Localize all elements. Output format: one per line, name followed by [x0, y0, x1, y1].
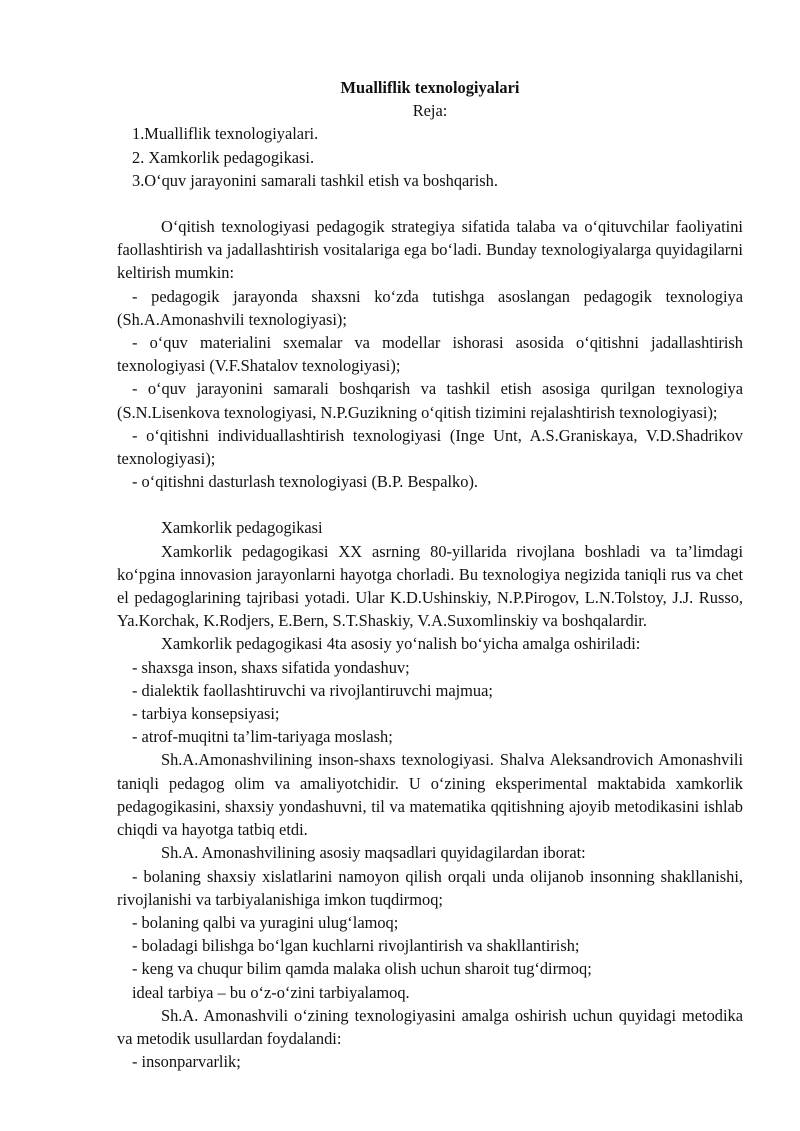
goal-item: - bolaning qalbi va yuragini ulug‘lamoq;	[132, 912, 399, 932]
plan-list	[132, 122, 743, 192]
methods-intro: Sh.A. Amonashvili o‘zining texnologiyasini amalga oshirish uchun quyidagi metodika va metodik usullardan foydalandi:	[117, 1005, 743, 1048]
section-paragraph: Xamkorlik pedagogikasi XX asrning 80-yillarida rivojlana boshladi va ta’limdagi ko‘pgina innovasion jarayonlarni hayotga chorladi. Bu texnologiya negizida taniqli rus va chet el pedagoglarining tajribasi yotadi. Ular K.D.Ushinskiy, N.P.Pirogov, L.N.Tolstoy, J.J. Russo, Ya.Korchak, K.Rodjers, E.Bern, S.T.Shaskiy, V.A.Suxomlinskiy va boshqalardir.	[117, 541, 743, 631]
tech-list-item: - o‘quv materialini sxemalar va modellar ishorasi asosida o‘qitishni jadallashtirish texnologiyasi (V.F.Shatalov texnologiyasi);	[117, 333, 743, 376]
plan-heading: Reja:	[412, 101, 448, 121]
intro-paragraph: O‘qitish texnologiyasi pedagogik strategiya sifatida talaba va o‘qituvchilar faoliyatini faollashtirish va jadallashtirish vositalariga ega bo‘ladi. Bunday texnologiyalarga quyidagilarni keltirish mumkin:	[117, 217, 743, 283]
directions-intro: Xamkorlik pedagogikasi 4ta asosiy yo‘nalish bo‘yicha amalga oshiriladi:	[161, 634, 641, 654]
section-heading: Xamkorlik pedagogikasi	[161, 518, 323, 538]
goal-item: - boladagi bilishga bo‘lgan kuchlarni rivojlantirish va shakllantirish;	[132, 936, 580, 956]
goal-item: ideal tarbiya – bu o‘z-o‘zini tarbiyalamoq.	[132, 982, 410, 1002]
amonashvili-paragraph: Sh.A.Amonashvilining inson-shaxs texnologiyasi. Shalva Aleksandrovich Amonashvili taniqli pedagog olim va amaliyotchidir. U o‘zining eksperimental maktabida xamkorlik pedagogikasini, shaxsiy yondashuvni, til va matematika qqitishning ajoyib metodikasini ishlab chiqdi va hayotga tatbiq etdi.	[117, 750, 743, 840]
spacer	[117, 192, 743, 215]
tech-list-item: - o‘qitishni dasturlash texnologiyasi (B.P. Bespalko).	[132, 472, 478, 492]
document-content	[117, 76, 743, 1073]
method-item: - insonparvarlik;	[132, 1052, 241, 1072]
direction-item: - dialektik faollashtiruvchi va rivojlantiruvchi majmua;	[132, 680, 493, 700]
document-title: Mualliflik texnologiyalari	[340, 78, 520, 97]
goal-item: - keng va chuqur bilim qamda malaka olish uchun sharoit tug‘dirmoq;	[132, 959, 592, 979]
direction-item: - shaxsga inson, shaxs sifatida yondashuv;	[132, 657, 410, 677]
goal-item: - bolaning shaxsiy xislatlarini namoyon qilish orqali unda olijanob insonning shakllanishi, rivojlanishi va tarbiyalanishiga imkon tuqdirmoq;	[117, 866, 743, 909]
tech-list-item: - pedagogik jarayonda shaxsni ko‘zda tutishga asoslangan pedagogik texnologiya (Sh.A.Amonashvili texnologiyasi);	[117, 286, 743, 329]
plan-item: 3.O‘quv jarayonini samarali tashkil etish va boshqarish.	[132, 170, 498, 190]
direction-item: - tarbiya konsepsiyasi;	[132, 704, 280, 724]
goals-intro: Sh.A. Amonashvilining asosiy maqsadlari quyidagilardan iborat:	[161, 843, 586, 863]
plan-item: 1.Mualliflik texnologiyalari.	[132, 124, 319, 144]
tech-list-item: - o‘qitishni individuallashtirish texnologiyasi (Inge Unt, A.S.Graniskaya, V.D.Shadrikov texnologiyasi);	[117, 425, 743, 469]
spacer	[117, 493, 743, 516]
tech-list-item: - o‘quv jarayonini samarali boshqarish va tashkil etish asosiga qurilgan texnologiya (S.N.Lisenkova texnologiyasi, N.P.Guzikning o‘qitish tizimini rejalashtirish texnologiyasi);	[117, 379, 743, 422]
plan-item: 2. Xamkorlik pedagogikasi.	[132, 147, 315, 167]
direction-item: - atrof-muqitni ta’lim-tariyaga moslash;	[132, 727, 393, 747]
